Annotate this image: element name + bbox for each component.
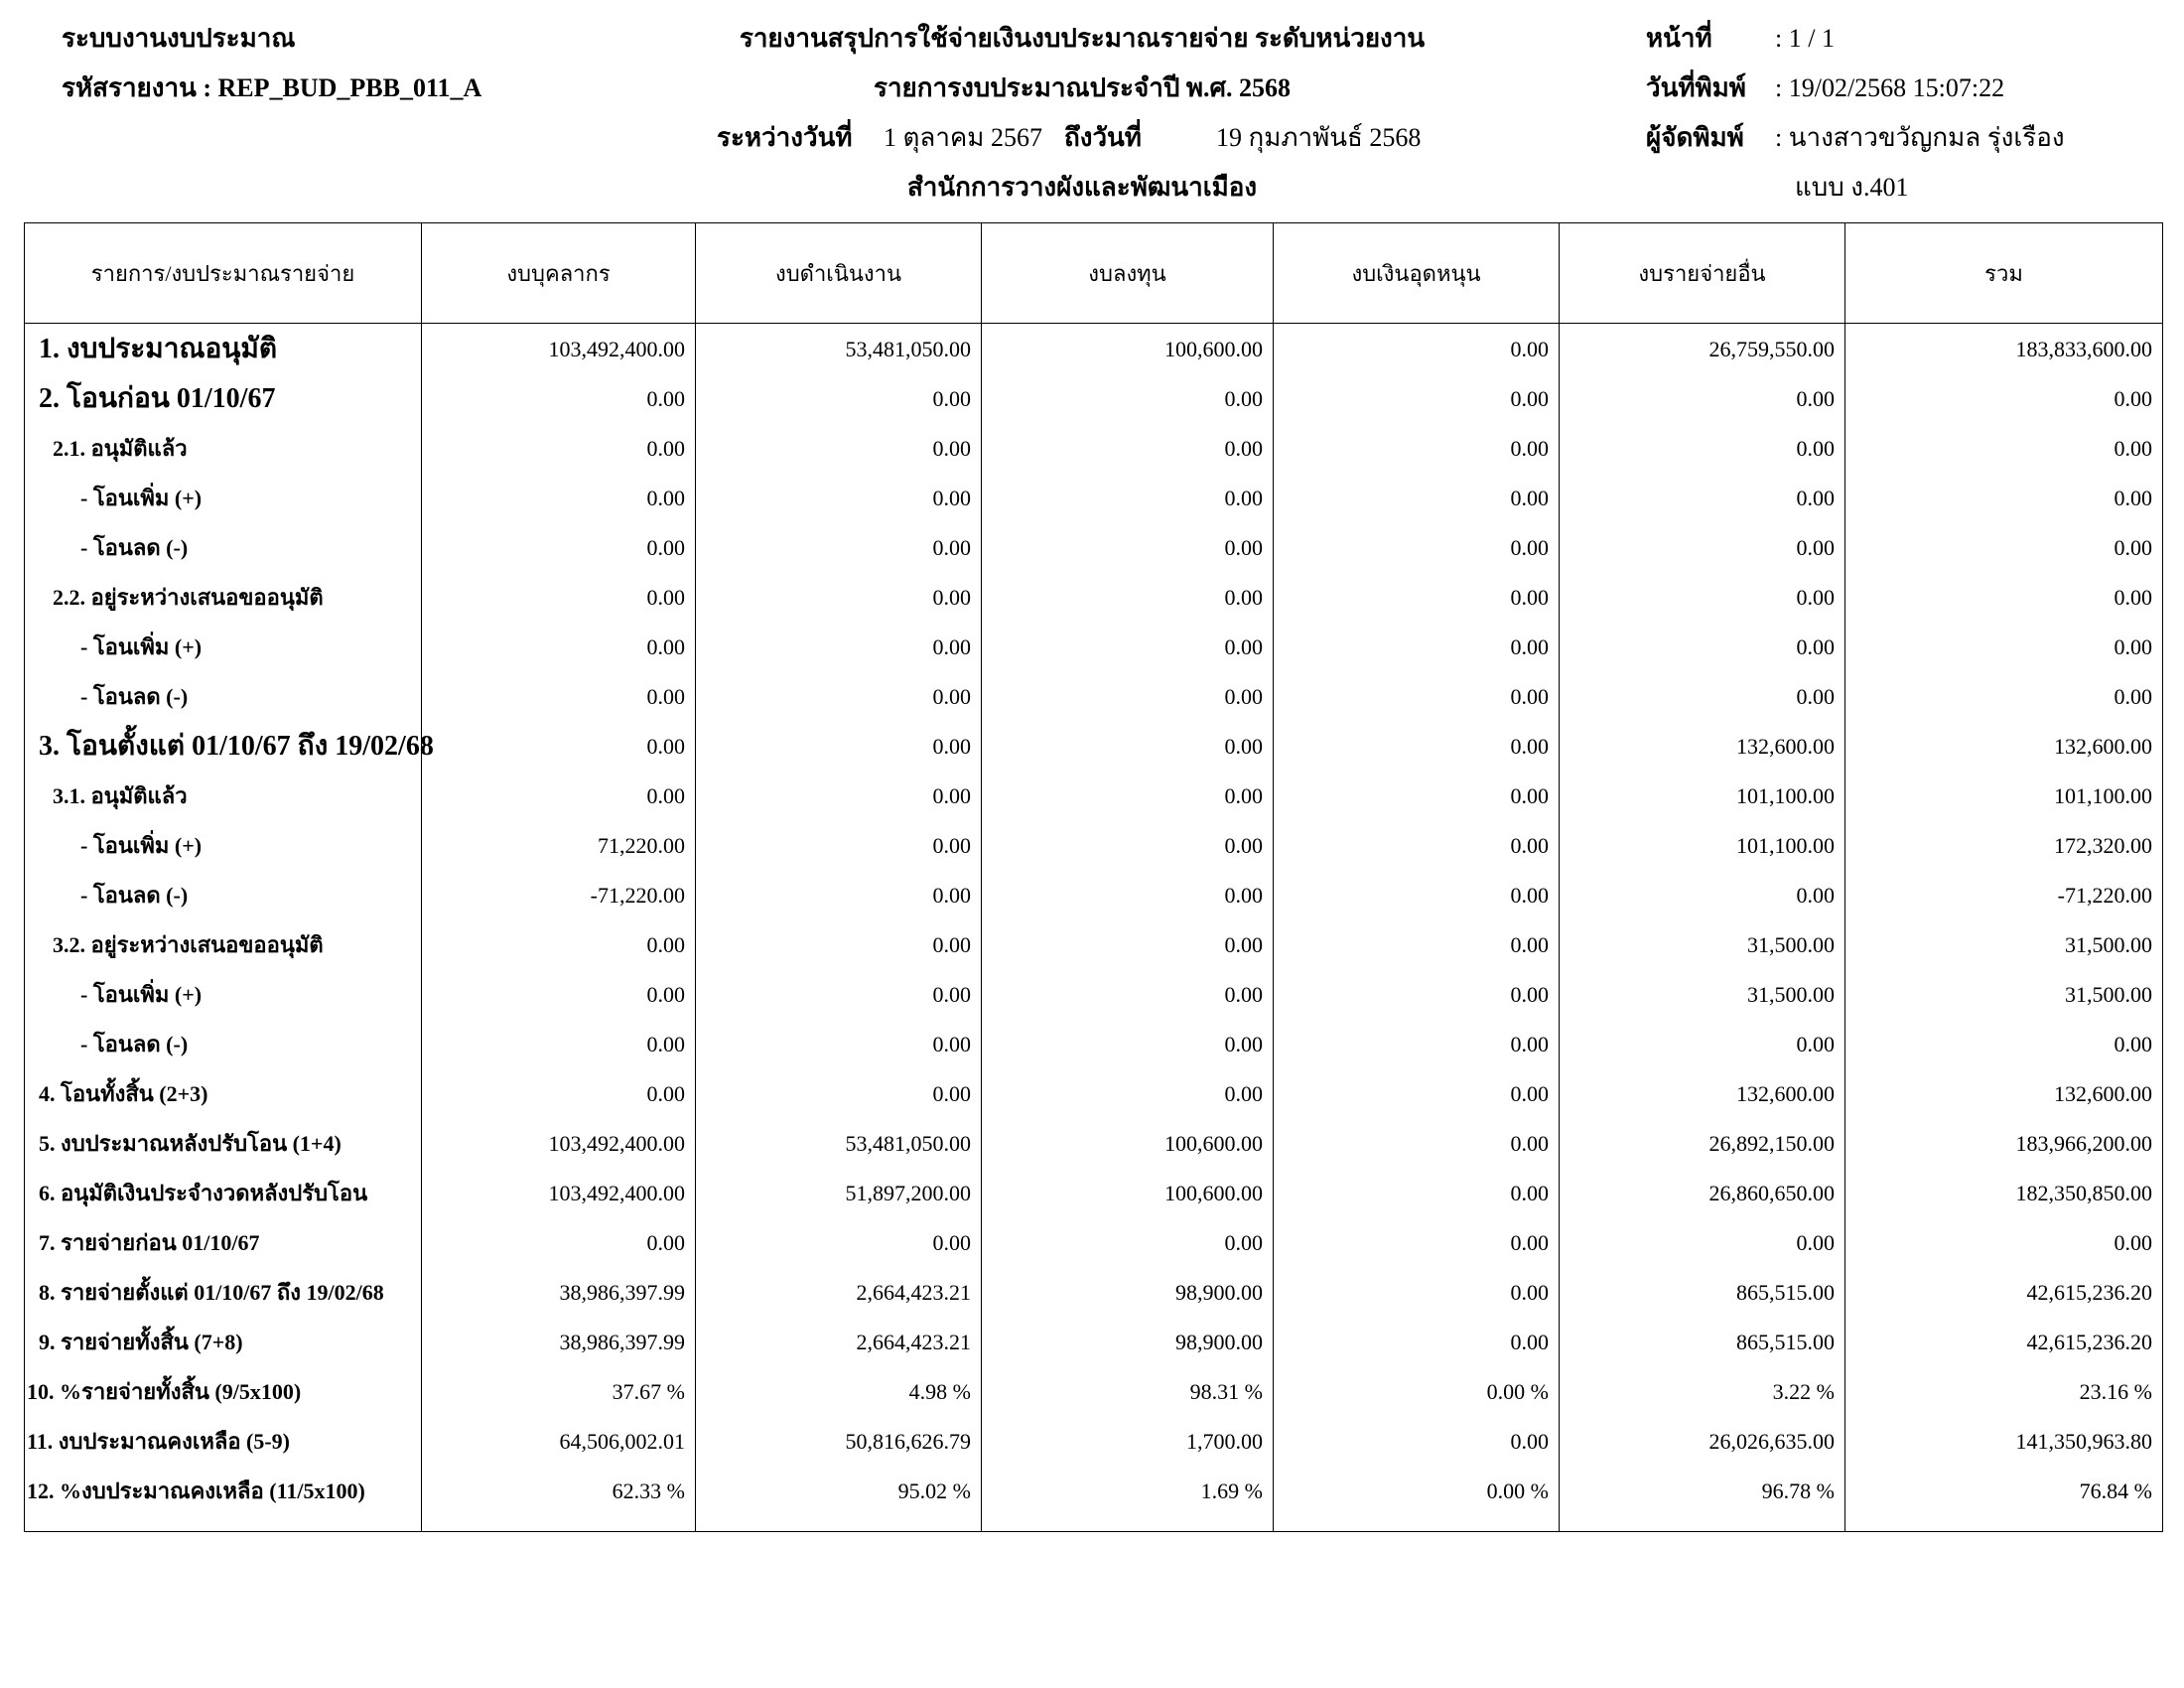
table-row (25, 324, 2163, 378)
cell-total: 42,615,236.20 (1845, 1271, 2163, 1321)
cell-operations: 0.00 (696, 626, 982, 675)
cell-personnel: 0.00 (422, 973, 696, 1023)
row-label: 6. อนุมัติเงินประจำงวดหลังปรับโอน (25, 1172, 422, 1221)
range-from: 1 ตุลาคม 2567 (884, 123, 1042, 152)
cell-operations: 51,897,200.00 (696, 1172, 982, 1221)
cell-other: 26,026,635.00 (1560, 1420, 1845, 1470)
cell-subsidy: 0.00 (1274, 626, 1560, 675)
cell-subsidy: 0.00 (1274, 874, 1560, 923)
table-row (25, 377, 2163, 427)
cell-operations: 0.00 (696, 774, 982, 824)
row-label: 10. %รายจ่ายทั้งสิ้น (9/5x100) (25, 1370, 422, 1420)
cell-personnel: 38,986,397.99 (422, 1321, 696, 1370)
cell-operations: 0.00 (696, 675, 982, 725)
cell-other: 101,100.00 (1560, 774, 1845, 824)
report-header-left (62, 24, 481, 123)
cell-total: 0.00 (1845, 377, 2163, 427)
row-label: 3.1. อนุมัติแล้ว (25, 774, 422, 824)
table-row (25, 1420, 2163, 1470)
row-label: 2.2. อยู่ระหว่างเสนอขออนุมัติ (25, 576, 422, 626)
table-row (25, 1023, 2163, 1072)
cell-personnel: 71,220.00 (422, 824, 696, 874)
cell-total: -71,220.00 (1845, 874, 2163, 923)
cell-subsidy: 0.00 (1274, 427, 1560, 477)
range-to-label: ถึงวันที่ (1064, 123, 1142, 152)
cell-subsidy: 0.00 % (1274, 1470, 1560, 1532)
form-code: แบบ ง.401 (1795, 173, 1909, 202)
row-label: 7. รายจ่ายก่อน 01/10/67 (25, 1221, 422, 1271)
cell-other: 0.00 (1560, 377, 1845, 427)
cell-operations: 0.00 (696, 874, 982, 923)
cell-total: 172,320.00 (1845, 824, 2163, 874)
cell-operations: 0.00 (696, 1072, 982, 1122)
col-header-personnel: งบบุคลากร (422, 223, 696, 324)
cell-subsidy: 0.00 (1274, 576, 1560, 626)
cell-operations: 0.00 (696, 377, 982, 427)
cell-subsidy: 0.00 (1274, 923, 1560, 973)
cell-subsidy: 0.00 (1274, 526, 1560, 576)
cell-investment: 100,600.00 (982, 1172, 1274, 1221)
cell-personnel: 0.00 (422, 576, 696, 626)
report-title: รายงานสรุปการใช้จ่ายเงินงบประมาณรายจ่าย ระดับหน่วยงาน (739, 24, 1426, 53)
col-header-subsidy: งบเงินอุดหนุน (1274, 223, 1560, 324)
table-row (25, 923, 2163, 973)
cell-other: 31,500.00 (1560, 973, 1845, 1023)
table-row (25, 774, 2163, 824)
cell-total: 76.84 % (1845, 1470, 2163, 1532)
system-name: ระบบงานงบประมาณ (62, 24, 296, 53)
cell-operations: 53,481,050.00 (696, 324, 982, 378)
cell-operations: 0.00 (696, 526, 982, 576)
cell-personnel: 64,506,002.01 (422, 1420, 696, 1470)
report-header-center (635, 24, 1529, 222)
cell-subsidy: 0.00 (1274, 675, 1560, 725)
cell-other: 26,759,550.00 (1560, 324, 1845, 378)
cell-other: 96.78 % (1560, 1470, 1845, 1532)
row-label: - โอนเพิ่ม (+) (25, 477, 422, 526)
page-value: : 1 / 1 (1775, 24, 1835, 53)
cell-personnel: 0.00 (422, 725, 696, 774)
row-label: 3. โอนตั้งแต่ 01/10/67 ถึง 19/02/68 (25, 725, 422, 774)
row-label: 2.1. อนุมัติแล้ว (25, 427, 422, 477)
cell-operations: 0.00 (696, 1023, 982, 1072)
cell-investment: 100,600.00 (982, 324, 1274, 378)
report-subtitle: รายการงบประมาณประจำปี พ.ศ. 2568 (873, 73, 1291, 102)
cell-subsidy: 0.00 (1274, 725, 1560, 774)
col-header-other: งบรายจ่ายอื่น (1560, 223, 1845, 324)
col-header-operations: งบดำเนินงาน (696, 223, 982, 324)
cell-total: 0.00 (1845, 427, 2163, 477)
cell-total: 183,833,600.00 (1845, 324, 2163, 378)
cell-total: 0.00 (1845, 477, 2163, 526)
cell-total: 132,600.00 (1845, 1072, 2163, 1122)
cell-operations: 0.00 (696, 973, 982, 1023)
cell-operations: 2,664,423.21 (696, 1321, 982, 1370)
cell-total: 132,600.00 (1845, 725, 2163, 774)
row-label: 8. รายจ่ายตั้งแต่ 01/10/67 ถึง 19/02/68 (25, 1271, 422, 1321)
report-code: รหัสรายงาน : REP_BUD_PBB_011_A (62, 73, 482, 102)
cell-subsidy: 0.00 (1274, 324, 1560, 378)
table-row (25, 675, 2163, 725)
table-row (25, 1122, 2163, 1172)
cell-operations: 0.00 (696, 725, 982, 774)
cell-total: 31,500.00 (1845, 923, 2163, 973)
cell-investment: 1.69 % (982, 1470, 1274, 1532)
cell-personnel: 0.00 (422, 923, 696, 973)
table-row (25, 427, 2163, 477)
table-row (25, 1072, 2163, 1122)
row-label: 12. %งบประมาณคงเหลือ (11/5x100) (25, 1470, 422, 1532)
cell-operations: 0.00 (696, 576, 982, 626)
table-row (25, 973, 2163, 1023)
cell-subsidy: 0.00 (1274, 1023, 1560, 1072)
cell-other: 0.00 (1560, 427, 1845, 477)
row-label: 9. รายจ่ายทั้งสิ้น (7+8) (25, 1321, 422, 1370)
cell-personnel: 62.33 % (422, 1470, 696, 1532)
cell-total: 23.16 % (1845, 1370, 2163, 1420)
cell-investment: 100,600.00 (982, 1122, 1274, 1172)
cell-personnel: 103,492,400.00 (422, 1122, 696, 1172)
table-row (25, 1172, 2163, 1221)
cell-investment: 0.00 (982, 377, 1274, 427)
table-row (25, 1470, 2163, 1532)
cell-other: 865,515.00 (1560, 1271, 1845, 1321)
table-row (25, 1370, 2163, 1420)
cell-personnel: 0.00 (422, 427, 696, 477)
cell-total: 0.00 (1845, 626, 2163, 675)
cell-investment: 0.00 (982, 725, 1274, 774)
printed-by-value: : นางสาวขวัญกมล รุ่งเรือง (1775, 123, 2065, 152)
cell-investment: 98,900.00 (982, 1321, 1274, 1370)
cell-personnel: 103,492,400.00 (422, 324, 696, 378)
cell-investment: 98,900.00 (982, 1271, 1274, 1321)
table-row (25, 576, 2163, 626)
print-date-label: วันที่พิมพ์ (1646, 73, 1746, 102)
cell-subsidy: 0.00 (1274, 1172, 1560, 1221)
cell-subsidy: 0.00 (1274, 774, 1560, 824)
cell-investment: 0.00 (982, 824, 1274, 874)
table-row (25, 477, 2163, 526)
cell-investment: 1,700.00 (982, 1420, 1274, 1470)
cell-operations: 53,481,050.00 (696, 1122, 982, 1172)
table-header-row (25, 223, 2163, 324)
cell-total: 31,500.00 (1845, 973, 2163, 1023)
cell-total: 101,100.00 (1845, 774, 2163, 824)
row-label: - โอนเพิ่ม (+) (25, 973, 422, 1023)
cell-operations: 0.00 (696, 923, 982, 973)
cell-other: 31,500.00 (1560, 923, 1845, 973)
cell-total: 182,350,850.00 (1845, 1172, 2163, 1221)
cell-subsidy: 0.00 (1274, 1271, 1560, 1321)
cell-subsidy: 0.00 (1274, 477, 1560, 526)
cell-personnel: 38,986,397.99 (422, 1271, 696, 1321)
cell-other: 132,600.00 (1560, 1072, 1845, 1122)
cell-subsidy: 0.00 (1274, 1221, 1560, 1271)
table-row (25, 1221, 2163, 1271)
row-label: - โอนเพิ่ม (+) (25, 626, 422, 675)
cell-personnel: 0.00 (422, 626, 696, 675)
cell-investment: 0.00 (982, 874, 1274, 923)
cell-investment: 0.00 (982, 1023, 1274, 1072)
row-label: - โอนลด (-) (25, 675, 422, 725)
cell-investment: 0.00 (982, 1072, 1274, 1122)
cell-other: 0.00 (1560, 1023, 1845, 1072)
cell-operations: 0.00 (696, 824, 982, 874)
date-range (635, 123, 1529, 173)
row-label: - โอนลด (-) (25, 1023, 422, 1072)
row-label: 2. โอนก่อน 01/10/67 (25, 377, 422, 427)
cell-investment: 0.00 (982, 675, 1274, 725)
cell-personnel: -71,220.00 (422, 874, 696, 923)
table-row (25, 725, 2163, 774)
cell-other: 0.00 (1560, 675, 1845, 725)
unit-name: สำนักการวางผังและพัฒนาเมือง (906, 173, 1258, 202)
print-date-value: : 19/02/2568 15:07:22 (1775, 73, 2005, 102)
cell-personnel: 0.00 (422, 1023, 696, 1072)
cell-operations: 50,816,626.79 (696, 1420, 982, 1470)
row-label: 1. งบประมาณอนุมัติ (25, 324, 422, 378)
cell-other: 101,100.00 (1560, 824, 1845, 874)
cell-operations: 95.02 % (696, 1470, 982, 1532)
cell-subsidy: 0.00 (1274, 377, 1560, 427)
row-label: 4. โอนทั้งสิ้น (2+3) (25, 1072, 422, 1122)
cell-investment: 0.00 (982, 626, 1274, 675)
cell-operations: 4.98 % (696, 1370, 982, 1420)
cell-total: 183,966,200.00 (1845, 1122, 2163, 1172)
range-to: 19 กุมภาพันธ์ 2568 (1216, 123, 1422, 152)
table-row (25, 1321, 2163, 1370)
table-row (25, 526, 2163, 576)
cell-personnel: 0.00 (422, 675, 696, 725)
cell-other: 0.00 (1560, 626, 1845, 675)
cell-operations: 0.00 (696, 477, 982, 526)
cell-other: 0.00 (1560, 874, 1845, 923)
row-label: 11. งบประมาณคงเหลือ (5-9) (25, 1420, 422, 1470)
cell-personnel: 37.67 % (422, 1370, 696, 1420)
table-body (25, 324, 2163, 1532)
table-row (25, 1271, 2163, 1321)
col-header-total: รวม (1845, 223, 2163, 324)
cell-personnel: 0.00 (422, 1221, 696, 1271)
cell-investment: 0.00 (982, 973, 1274, 1023)
printed-by-label: ผู้จัดพิมพ์ (1646, 123, 1744, 152)
page-label: หน้าที่ (1646, 24, 1712, 53)
row-label: 3.2. อยู่ระหว่างเสนอขออนุมัติ (25, 923, 422, 973)
cell-subsidy: 0.00 (1274, 1321, 1560, 1370)
cell-total: 0.00 (1845, 526, 2163, 576)
cell-other: 0.00 (1560, 1221, 1845, 1271)
cell-investment: 0.00 (982, 774, 1274, 824)
cell-subsidy: 0.00 (1274, 824, 1560, 874)
cell-other: 26,860,650.00 (1560, 1172, 1845, 1221)
cell-investment: 0.00 (982, 427, 1274, 477)
cell-subsidy: 0.00 (1274, 973, 1560, 1023)
table-row (25, 626, 2163, 675)
cell-personnel: 0.00 (422, 377, 696, 427)
cell-other: 0.00 (1560, 526, 1845, 576)
cell-investment: 0.00 (982, 526, 1274, 576)
cell-total: 141,350,963.80 (1845, 1420, 2163, 1470)
cell-other: 132,600.00 (1560, 725, 1845, 774)
cell-total: 0.00 (1845, 1221, 2163, 1271)
cell-other: 3.22 % (1560, 1370, 1845, 1420)
cell-investment: 0.00 (982, 477, 1274, 526)
cell-personnel: 0.00 (422, 1072, 696, 1122)
cell-investment: 0.00 (982, 576, 1274, 626)
col-header-investment: งบลงทุน (982, 223, 1274, 324)
cell-personnel: 0.00 (422, 774, 696, 824)
row-label: - โอนเพิ่ม (+) (25, 824, 422, 874)
cell-subsidy: 0.00 % (1274, 1370, 1560, 1420)
row-label: - โอนลด (-) (25, 874, 422, 923)
cell-investment: 0.00 (982, 1221, 1274, 1271)
cell-personnel: 0.00 (422, 477, 696, 526)
cell-total: 0.00 (1845, 576, 2163, 626)
cell-other: 865,515.00 (1560, 1321, 1845, 1370)
cell-other: 0.00 (1560, 477, 1845, 526)
col-header-item: รายการ/งบประมาณรายจ่าย (25, 223, 422, 324)
row-label: 5. งบประมาณหลังปรับโอน (1+4) (25, 1122, 422, 1172)
cell-subsidy: 0.00 (1274, 1072, 1560, 1122)
cell-total: 42,615,236.20 (1845, 1321, 2163, 1370)
cell-investment: 0.00 (982, 923, 1274, 973)
cell-total: 0.00 (1845, 675, 2163, 725)
cell-subsidy: 0.00 (1274, 1122, 1560, 1172)
row-label: - โอนลด (-) (25, 526, 422, 576)
cell-subsidy: 0.00 (1274, 1420, 1560, 1470)
cell-investment: 98.31 % (982, 1370, 1274, 1420)
cell-operations: 0.00 (696, 427, 982, 477)
cell-operations: 0.00 (696, 1221, 982, 1271)
cell-total: 0.00 (1845, 1023, 2163, 1072)
cell-personnel: 103,492,400.00 (422, 1172, 696, 1221)
cell-other: 26,892,150.00 (1560, 1122, 1845, 1172)
table-row (25, 824, 2163, 874)
cell-other: 0.00 (1560, 576, 1845, 626)
cell-operations: 2,664,423.21 (696, 1271, 982, 1321)
cell-personnel: 0.00 (422, 526, 696, 576)
table-row (25, 874, 2163, 923)
range-from-label: ระหว่างวันที่ (717, 123, 853, 152)
budget-table (24, 222, 2163, 1532)
